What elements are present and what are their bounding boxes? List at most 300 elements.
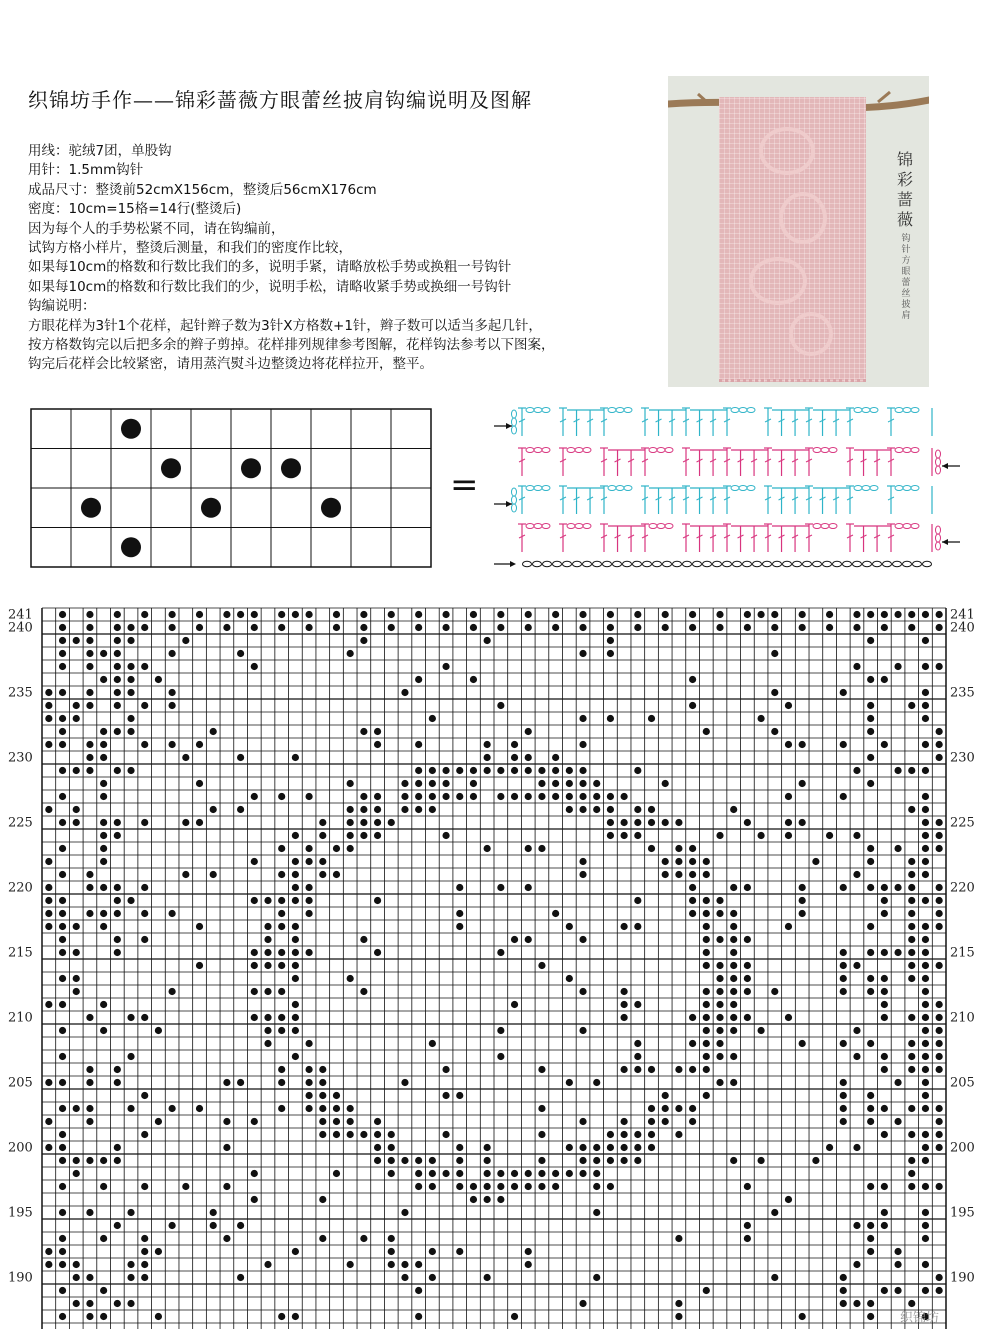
chart-dot xyxy=(894,1079,901,1086)
chart-dot xyxy=(210,1222,217,1229)
chart-dot xyxy=(114,624,121,631)
chart-dot xyxy=(867,676,874,683)
chart-dot xyxy=(730,910,737,917)
chart-dot xyxy=(593,1170,600,1177)
chart-dot xyxy=(360,806,367,813)
chart-dot xyxy=(525,611,532,618)
filled-mesh-dot xyxy=(121,537,141,557)
chart-dot xyxy=(223,624,230,631)
chart-dot xyxy=(470,1183,477,1190)
chart-dot xyxy=(45,910,52,917)
chart-dot xyxy=(853,1144,860,1151)
chart-dot xyxy=(484,754,491,761)
chart-dot xyxy=(86,1118,93,1125)
chart-dot xyxy=(525,1183,532,1190)
chart-dot xyxy=(538,845,545,852)
chart-dot xyxy=(456,793,463,800)
chart-dot xyxy=(812,858,819,865)
row-label-right: 215 xyxy=(950,945,975,961)
chart-dot xyxy=(703,1040,710,1047)
chart-dot xyxy=(785,1014,792,1021)
chart-dot xyxy=(237,1274,244,1281)
chart-dot xyxy=(223,1183,230,1190)
chart-dot xyxy=(607,1144,614,1151)
chart-dot xyxy=(292,949,299,956)
chart-dot xyxy=(867,1300,874,1307)
chart-dot xyxy=(648,845,655,852)
chart-dot xyxy=(45,884,52,891)
chart-dot xyxy=(744,1222,751,1229)
chart-dot xyxy=(894,611,901,618)
chart-dot xyxy=(566,806,573,813)
row-label-right: 240 xyxy=(950,620,975,636)
chart-dot xyxy=(771,689,778,696)
chart-dot xyxy=(675,1235,682,1242)
chart-dot xyxy=(689,611,696,618)
chart-dot xyxy=(114,936,121,943)
chart-dot xyxy=(716,624,723,631)
chart-dot xyxy=(922,689,929,696)
chart-dot xyxy=(484,1144,491,1151)
chart-dot xyxy=(867,845,874,852)
chart-dot xyxy=(141,702,148,709)
chart-dot xyxy=(703,1066,710,1073)
chart-dot xyxy=(305,624,312,631)
chart-dot xyxy=(730,806,737,813)
row-label-right: 195 xyxy=(950,1205,975,1221)
chart-dot xyxy=(401,1261,408,1268)
chart-dot xyxy=(278,910,285,917)
chart-dot xyxy=(552,793,559,800)
chart-dot xyxy=(169,1105,176,1112)
chart-dot xyxy=(305,1079,312,1086)
chart-dot xyxy=(114,676,121,683)
chart-dot xyxy=(401,1079,408,1086)
chart-dot xyxy=(799,780,806,787)
chart-dot xyxy=(853,962,860,969)
chart-dot xyxy=(319,1092,326,1099)
chart-dot xyxy=(525,767,532,774)
chart-dot xyxy=(621,1131,628,1138)
chart-dot xyxy=(881,1209,888,1216)
chart-dot xyxy=(579,1027,586,1034)
chart-dot xyxy=(621,1014,628,1021)
chart-dot xyxy=(881,884,888,891)
chart-dot xyxy=(936,754,943,761)
chart-dot xyxy=(333,611,340,618)
chart-dot xyxy=(59,1157,66,1164)
chart-dot xyxy=(73,1105,80,1112)
chart-dot xyxy=(922,702,929,709)
chart-dot xyxy=(114,611,121,618)
chart-dot xyxy=(730,1027,737,1034)
chart-dot xyxy=(59,767,66,774)
chart-dot xyxy=(292,871,299,878)
chart-dot xyxy=(305,897,312,904)
chart-dot xyxy=(853,832,860,839)
chart-dot xyxy=(716,1053,723,1060)
chart-dot xyxy=(59,1183,66,1190)
chart-dot xyxy=(182,1183,189,1190)
chart-dot xyxy=(100,1287,107,1294)
note-line: 试钩方格小样片，整烫后测量，和我们的密度作比较， xyxy=(28,240,352,257)
chart-dot xyxy=(703,923,710,930)
chart-dot xyxy=(511,936,518,943)
chart-dot xyxy=(922,1014,929,1021)
chart-dot xyxy=(59,637,66,644)
chart-dot xyxy=(442,780,449,787)
chart-dot xyxy=(607,793,614,800)
chart-dot xyxy=(853,663,860,670)
chart-dot xyxy=(525,1248,532,1255)
chart-dot xyxy=(251,988,258,995)
chart-dot xyxy=(305,910,312,917)
chart-dot xyxy=(73,819,80,826)
chart-dot xyxy=(278,949,285,956)
chart-dot xyxy=(908,1183,915,1190)
chart-dot xyxy=(210,1209,217,1216)
stitch-row xyxy=(512,408,933,437)
chart-dot xyxy=(292,858,299,865)
chart-dot xyxy=(114,1157,121,1164)
chart-dot xyxy=(86,1209,93,1216)
chart-dot xyxy=(127,637,134,644)
chart-dot xyxy=(593,1183,600,1190)
chart-dot xyxy=(525,884,532,891)
chart-dot xyxy=(415,1183,422,1190)
chart-dot xyxy=(484,845,491,852)
chart-dot xyxy=(730,936,737,943)
chart-dot xyxy=(415,1157,422,1164)
chart-dot xyxy=(662,624,669,631)
chart-dot xyxy=(538,1131,545,1138)
row-label-right: 230 xyxy=(950,750,975,766)
row-label-right: 235 xyxy=(950,685,975,701)
chart-dot xyxy=(908,962,915,969)
chart-dot xyxy=(59,819,66,826)
chart-dot xyxy=(278,624,285,631)
chart-dot xyxy=(840,949,847,956)
row-label-left: 241 xyxy=(8,607,33,623)
chart-dot xyxy=(579,780,586,787)
chart-dot xyxy=(86,624,93,631)
chart-dot xyxy=(45,715,52,722)
chart-dot xyxy=(853,871,860,878)
row-label-right: 200 xyxy=(950,1140,975,1156)
chart-dot xyxy=(936,832,943,839)
chart-dot xyxy=(867,949,874,956)
note-line: 密度：10cm=15格=14行(整烫后) xyxy=(28,201,242,218)
chart-dot xyxy=(114,650,121,657)
chart-dot xyxy=(278,988,285,995)
chart-dot xyxy=(771,624,778,631)
chart-dot xyxy=(703,728,710,735)
chart-dot xyxy=(401,806,408,813)
chart-dot xyxy=(429,1183,436,1190)
stitch-row xyxy=(518,448,941,477)
chart-dot xyxy=(360,611,367,618)
chart-dot xyxy=(881,988,888,995)
chart-dot xyxy=(59,1248,66,1255)
chart-dot xyxy=(881,1014,888,1021)
chart-dot xyxy=(401,689,408,696)
chart-dot xyxy=(799,897,806,904)
chart-dot xyxy=(730,949,737,956)
chart-dot xyxy=(374,1118,381,1125)
chart-dot xyxy=(579,741,586,748)
chart-dot xyxy=(223,1144,230,1151)
chart-dot xyxy=(607,650,614,657)
chart-dot xyxy=(689,1105,696,1112)
chart-dot xyxy=(908,1131,915,1138)
chart-dot xyxy=(59,728,66,735)
chart-dot xyxy=(429,780,436,787)
chart-dot xyxy=(141,1235,148,1242)
chart-dot xyxy=(484,767,491,774)
chart-dot xyxy=(59,624,66,631)
chart-dot xyxy=(237,650,244,657)
chart-dot xyxy=(305,1040,312,1047)
chart-dot xyxy=(347,780,354,787)
chart-dot xyxy=(127,715,134,722)
chart-dot xyxy=(374,1131,381,1138)
chart-dot xyxy=(333,1118,340,1125)
chart-dot xyxy=(867,858,874,865)
chart-dot xyxy=(908,1105,915,1112)
chart-dot xyxy=(484,741,491,748)
row-label-left: 215 xyxy=(8,945,33,961)
chart-dot xyxy=(484,1196,491,1203)
chart-dot xyxy=(867,780,874,787)
chart-dot xyxy=(388,611,395,618)
chart-dot xyxy=(853,767,860,774)
chart-dot xyxy=(59,689,66,696)
chart-dot xyxy=(86,871,93,878)
chart-dot xyxy=(511,1313,518,1320)
chart-dot xyxy=(881,1131,888,1138)
chart-dot xyxy=(689,910,696,917)
chart-dot xyxy=(634,1053,641,1060)
chart-dot xyxy=(114,663,121,670)
chart-dot xyxy=(634,1131,641,1138)
chart-dot xyxy=(894,884,901,891)
chart-dot xyxy=(881,975,888,982)
chart-dot xyxy=(100,676,107,683)
row-label-right: 225 xyxy=(950,815,975,831)
note-line: 如果每10cm的格数和行数比我们的少，说明手松，请略收紧手势或换细一号钩针 xyxy=(28,278,512,295)
chart-dot xyxy=(826,832,833,839)
chart-dot xyxy=(114,949,121,956)
row-label-right: 205 xyxy=(950,1075,975,1091)
chart-dot xyxy=(388,624,395,631)
chart-dot xyxy=(264,936,271,943)
chart-dot xyxy=(662,1092,669,1099)
chart-dot xyxy=(292,975,299,982)
chart-dot xyxy=(744,1235,751,1242)
chart-dot xyxy=(853,624,860,631)
chart-dot xyxy=(45,702,52,709)
chart-dot xyxy=(675,1313,682,1320)
chart-dot xyxy=(894,767,901,774)
chart-dot xyxy=(415,676,422,683)
chart-dot xyxy=(579,624,586,631)
chart-dot xyxy=(936,728,943,735)
chart-dot xyxy=(59,871,66,878)
chart-dot xyxy=(908,1053,915,1060)
note-line: 方眼花样为3针1个花样，起针辫子数为3针X方格数+1针，辫子数可以适当多起几针， xyxy=(28,317,542,334)
chart-dot xyxy=(497,702,504,709)
chart-dot xyxy=(429,1040,436,1047)
chart-dot xyxy=(141,624,148,631)
chart-dot xyxy=(264,962,271,969)
chart-dot xyxy=(305,1092,312,1099)
chart-dot xyxy=(703,897,710,904)
chart-dot xyxy=(566,1144,573,1151)
chart-dot xyxy=(251,1196,258,1203)
chart-dot xyxy=(525,728,532,735)
chart-dot xyxy=(86,884,93,891)
chart-dot xyxy=(86,1079,93,1086)
chart-dot xyxy=(648,1105,655,1112)
chart-dot xyxy=(881,949,888,956)
shawl-photo xyxy=(668,76,929,387)
chart-dot xyxy=(127,1209,134,1216)
chart-dot xyxy=(484,1274,491,1281)
chart-dot xyxy=(703,962,710,969)
chart-dot xyxy=(374,793,381,800)
chart-dot xyxy=(703,1027,710,1034)
chart-dot xyxy=(388,1144,395,1151)
chart-dot xyxy=(511,767,518,774)
chart-dot xyxy=(908,611,915,618)
row-label-right: 190 xyxy=(950,1270,975,1286)
chart-dot xyxy=(169,910,176,917)
chart-dot xyxy=(675,1105,682,1112)
chart-dot xyxy=(456,1170,463,1177)
chart-dot xyxy=(374,819,381,826)
chart-dot xyxy=(579,611,586,618)
chart-dot xyxy=(922,1183,929,1190)
chart-dot xyxy=(840,1274,847,1281)
chart-dot xyxy=(319,1196,326,1203)
chart-dot xyxy=(908,1300,915,1307)
row-label-left: 205 xyxy=(8,1075,33,1091)
chart-dot xyxy=(86,702,93,709)
chart-dot xyxy=(45,897,52,904)
chart-dot xyxy=(867,1248,874,1255)
chart-dot xyxy=(867,1092,874,1099)
chart-dot xyxy=(716,611,723,618)
chart-dot xyxy=(196,1105,203,1112)
chart-dot xyxy=(689,1066,696,1073)
chart-dot xyxy=(703,1014,710,1021)
chart-dot xyxy=(757,611,764,618)
chart-dot xyxy=(237,1079,244,1086)
chart-dot xyxy=(922,845,929,852)
chart-dot xyxy=(936,1027,943,1034)
chart-dot xyxy=(716,936,723,943)
chart-dot xyxy=(237,611,244,618)
chart-dot xyxy=(319,1079,326,1086)
mini-pattern-grid xyxy=(30,408,434,568)
chart-dot xyxy=(319,871,326,878)
chart-dot xyxy=(648,1131,655,1138)
chart-dot xyxy=(840,962,847,969)
chart-dot xyxy=(579,650,586,657)
chart-dot xyxy=(908,702,915,709)
chart-dot xyxy=(634,806,641,813)
chart-dot xyxy=(922,767,929,774)
chart-dot xyxy=(908,767,915,774)
chart-dot xyxy=(867,702,874,709)
chart-dot xyxy=(689,702,696,709)
chart-dot xyxy=(442,663,449,670)
chart-dot xyxy=(347,1118,354,1125)
row-label-left: 195 xyxy=(8,1205,33,1221)
chart-dot xyxy=(114,702,121,709)
chart-dot xyxy=(155,676,162,683)
row-label-right: 210 xyxy=(950,1010,975,1026)
chart-dot xyxy=(730,1001,737,1008)
chart-dot xyxy=(840,741,847,748)
chart-dot xyxy=(347,650,354,657)
chart-dot xyxy=(100,1183,107,1190)
chart-dot xyxy=(881,1053,888,1060)
chart-dot xyxy=(100,754,107,761)
chart-dot xyxy=(292,832,299,839)
chart-dot xyxy=(114,728,121,735)
chart-dot xyxy=(579,767,586,774)
chart-dot xyxy=(716,897,723,904)
chart-dot xyxy=(114,897,121,904)
chart-dot xyxy=(908,1040,915,1047)
chart-dot xyxy=(127,676,134,683)
chart-dot xyxy=(497,767,504,774)
chart-dot xyxy=(196,741,203,748)
chart-dot xyxy=(196,780,203,787)
chart-dot xyxy=(442,1066,449,1073)
chart-dot xyxy=(826,624,833,631)
chart-dot xyxy=(237,806,244,813)
chart-dot xyxy=(716,910,723,917)
chart-dot xyxy=(840,1287,847,1294)
chart-dot xyxy=(922,806,929,813)
chart-dot xyxy=(360,832,367,839)
chart-dot xyxy=(634,819,641,826)
chart-dot xyxy=(525,1170,532,1177)
chart-dot xyxy=(360,1235,367,1242)
chart-dot xyxy=(59,845,66,852)
chart-dot xyxy=(497,611,504,618)
chart-dot xyxy=(662,871,669,878)
chart-dot xyxy=(100,780,107,787)
chart-dot xyxy=(278,897,285,904)
chart-dot xyxy=(292,936,299,943)
note-line: 成品尺寸：整烫前52cmX156cm，整烫后56cmX176cm xyxy=(28,181,377,198)
chart-dot xyxy=(826,611,833,618)
chart-dot xyxy=(251,1170,258,1177)
chart-dot xyxy=(415,1261,422,1268)
chart-dot xyxy=(415,1170,422,1177)
chart-dot xyxy=(305,858,312,865)
chart-dot xyxy=(730,923,737,930)
chart-dot xyxy=(703,1053,710,1060)
chart-dot xyxy=(716,1040,723,1047)
chart-dot xyxy=(579,858,586,865)
chart-dot xyxy=(196,819,203,826)
chart-dot xyxy=(86,910,93,917)
chart-dot xyxy=(456,767,463,774)
